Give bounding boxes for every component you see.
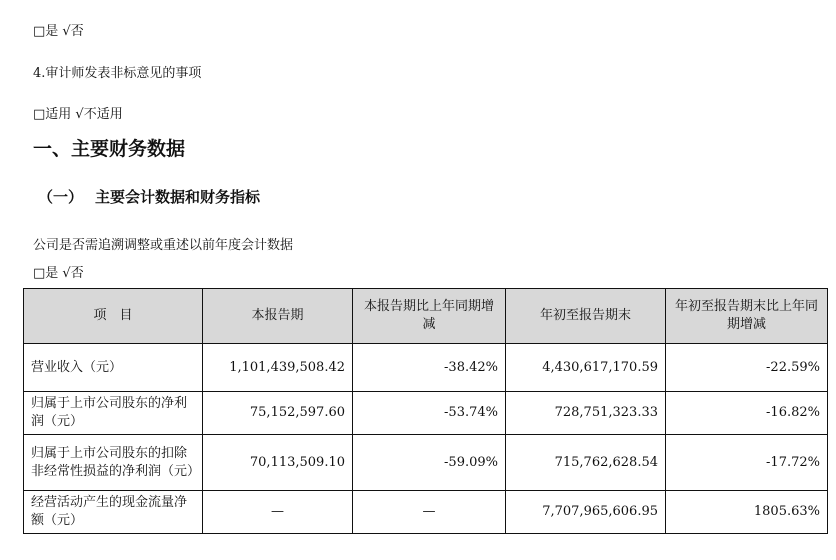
header-current-period: 本报告期	[203, 289, 353, 344]
cell-current-period-change: —	[353, 491, 506, 534]
section-4-title: 4.审计师发表非标意见的事项	[33, 66, 202, 81]
cell-ytd-change: -16.82%	[666, 392, 828, 435]
cell-ytd-change: 1805.63%	[666, 491, 828, 534]
subsection-title: 主要会计数据和财务指标	[95, 188, 261, 206]
section-1-heading: 一、主要财务数据	[33, 138, 186, 160]
header-ytd: 年初至报告期末	[506, 289, 666, 344]
cell-current-period: 1,101,439,508.42	[203, 344, 353, 392]
header-current-period-change: 本报告期比上年同期增减	[353, 289, 506, 344]
table-row	[24, 491, 828, 534]
table-header-row	[24, 289, 828, 344]
cell-ytd: 4,430,617,170.59	[506, 344, 666, 392]
row-label: 归属于上市公司股东的扣除非经常性损益的净利润（元）	[24, 435, 203, 491]
retroactive-adjustment-checkbox-line: □是 √否	[33, 266, 84, 281]
subsection-heading	[38, 186, 260, 207]
cell-current-period: 70,113,509.10	[203, 435, 353, 491]
cell-current-period-change: -59.09%	[353, 435, 506, 491]
cell-current-period: —	[203, 491, 353, 534]
cell-ytd: 728,751,323.33	[506, 392, 666, 435]
cell-ytd-change: -17.72%	[666, 435, 828, 491]
row-label: 归属于上市公司股东的净利润（元）	[24, 392, 203, 435]
cell-current-period-change: -38.42%	[353, 344, 506, 392]
applicable-checkbox-line: □适用 √不适用	[33, 107, 123, 122]
cell-ytd: 715,762,628.54	[506, 435, 666, 491]
cell-current-period: 75,152,597.60	[203, 392, 353, 435]
table-row	[24, 344, 828, 392]
audit-opinion-checkbox-line: □是 √否	[33, 24, 84, 39]
header-ytd-change: 年初至报告期末比上年同期增减	[666, 289, 828, 344]
retroactive-adjustment-question: 公司是否需追溯调整或重述以前年度会计数据	[33, 238, 294, 253]
table-row	[24, 392, 828, 435]
financial-data-table	[23, 288, 828, 534]
subsection-number: （一）	[38, 188, 84, 206]
row-label: 营业收入（元）	[24, 344, 203, 392]
cell-ytd-change: -22.59%	[666, 344, 828, 392]
header-item: 项 目	[24, 289, 203, 344]
cell-ytd: 7,707,965,606.95	[506, 491, 666, 534]
table-row	[24, 435, 828, 491]
row-label: 经营活动产生的现金流量净额（元）	[24, 491, 203, 534]
cell-current-period-change: -53.74%	[353, 392, 506, 435]
